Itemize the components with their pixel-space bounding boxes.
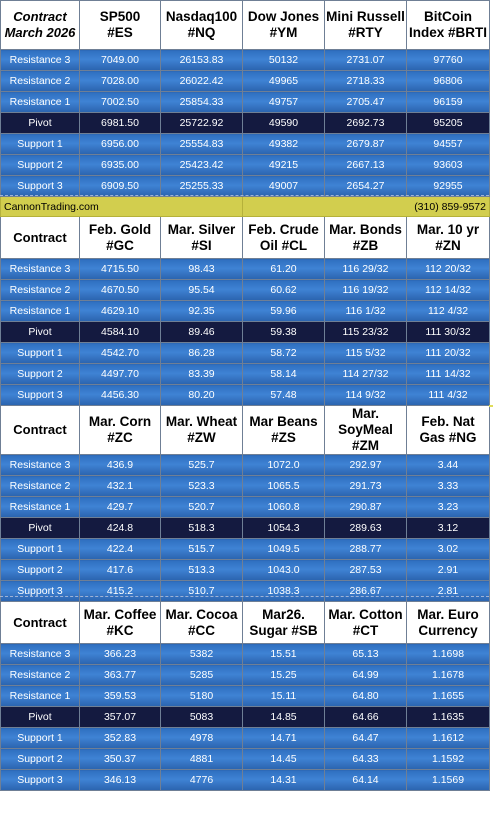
level-value: 3.33: [407, 476, 490, 497]
level-value: 510.7: [161, 581, 243, 602]
level-value: 1049.5: [243, 539, 325, 560]
level-value: 292.97: [325, 455, 407, 476]
column-header-line: Feb. Nat: [421, 414, 475, 429]
contract-label: [1, 217, 80, 259]
level-value: 26022.42: [161, 71, 243, 92]
level-value: 49965: [243, 71, 325, 92]
row-label: Support 3: [1, 581, 80, 602]
level-value: 422.4: [80, 539, 161, 560]
level-value: 93603: [407, 155, 490, 176]
pivot-row: [1, 113, 490, 134]
level-row: [1, 749, 490, 770]
level-row: [1, 560, 490, 581]
level-row: [1, 71, 490, 92]
level-value: 2692.73: [325, 113, 407, 134]
row-label: Support 1: [1, 539, 80, 560]
column-header: [161, 602, 243, 644]
pivot-row: [1, 707, 490, 728]
level-value: 1060.8: [243, 497, 325, 518]
row-label: Support 2: [1, 749, 80, 770]
column-header: [325, 602, 407, 644]
column-header: [161, 406, 243, 455]
level-value: 14.45: [243, 749, 325, 770]
row-label: Pivot: [1, 113, 80, 134]
level-value: 6909.50: [80, 176, 161, 197]
level-value: 64.47: [325, 728, 407, 749]
level-value: 116 1/32: [325, 301, 407, 322]
level-row: [1, 92, 490, 113]
level-value: 352.83: [80, 728, 161, 749]
row-label: Support 3: [1, 770, 80, 791]
column-header-line: #ZS: [271, 430, 296, 445]
row-label: Support 1: [1, 728, 80, 749]
level-row: [1, 50, 490, 71]
level-value: 1072.0: [243, 455, 325, 476]
level-value: 1043.0: [243, 560, 325, 581]
level-value: 436.9: [80, 455, 161, 476]
column-header: [407, 602, 490, 644]
level-value: 58.72: [243, 343, 325, 364]
column-header-line: Mar. Coffee: [83, 606, 157, 622]
level-value: 49382: [243, 134, 325, 155]
column-header-line: BitCoin: [424, 9, 472, 24]
level-value: 2705.47: [325, 92, 407, 113]
column-header: [161, 217, 243, 259]
level-value: 97760: [407, 50, 490, 71]
column-header-line: #CT: [352, 622, 379, 638]
level-value: 286.67: [325, 581, 407, 602]
level-value: 112 20/32: [407, 259, 490, 280]
level-value: 14.71: [243, 728, 325, 749]
level-value: 5180: [161, 686, 243, 707]
level-value: 114 27/32: [325, 364, 407, 385]
column-header: [407, 217, 490, 259]
column-header-line: #SI: [191, 237, 212, 253]
column-header-line: SoyMeal: [338, 422, 393, 437]
level-row: [1, 364, 490, 385]
level-value: 92.35: [161, 301, 243, 322]
column-header: [161, 1, 243, 50]
level-value: 3.12: [407, 518, 490, 539]
level-value: 415.2: [80, 581, 161, 602]
level-value: 1.1569: [407, 770, 490, 791]
column-header-line: Mar Beans: [249, 414, 318, 429]
level-value: 14.85: [243, 707, 325, 728]
pivot-row: [1, 518, 490, 539]
level-value: 25854.33: [161, 92, 243, 113]
level-value: 417.6: [80, 560, 161, 581]
level-value: 291.73: [325, 476, 407, 497]
level-row: [1, 176, 490, 197]
column-header: [407, 1, 490, 50]
level-row: [1, 539, 490, 560]
row-label: Resistance 2: [1, 476, 80, 497]
level-value: 111 4/32: [407, 385, 490, 406]
level-value: 112 14/32: [407, 280, 490, 301]
column-header-line: Mar26.: [262, 606, 305, 622]
level-value: 59.38: [243, 322, 325, 343]
row-label: Resistance 3: [1, 455, 80, 476]
level-value: 4584.10: [80, 322, 161, 343]
column-header: [325, 217, 407, 259]
level-value: 1.1655: [407, 686, 490, 707]
level-value: 61.20: [243, 259, 325, 280]
level-value: 58.14: [243, 364, 325, 385]
column-header: [407, 406, 490, 455]
level-value: 359.53: [80, 686, 161, 707]
column-header: [325, 406, 407, 455]
column-header-line: #ZN: [435, 237, 461, 253]
column-header-line: Currency: [418, 622, 478, 638]
section-header-row: [1, 1, 490, 50]
row-label: Support 3: [1, 385, 80, 406]
level-row: [1, 259, 490, 280]
level-value: 111 14/32: [407, 364, 490, 385]
column-header-line: Mar. Bonds: [329, 221, 402, 237]
level-value: 346.13: [80, 770, 161, 791]
level-value: 4456.30: [80, 385, 161, 406]
level-value: 49757: [243, 92, 325, 113]
contact-bar: [1, 197, 490, 217]
level-value: 290.87: [325, 497, 407, 518]
column-header-line: Mar. Silver: [167, 221, 236, 237]
level-value: 49007: [243, 176, 325, 197]
phone-number: (310) 859-9572: [243, 197, 490, 217]
level-value: 64.33: [325, 749, 407, 770]
level-value: 50132: [243, 50, 325, 71]
column-header-line: Index #BRTI: [408, 25, 487, 40]
row-label: Support 3: [1, 176, 80, 197]
level-value: 15.51: [243, 644, 325, 665]
row-label: Resistance 3: [1, 50, 80, 71]
level-value: 14.31: [243, 770, 325, 791]
row-label: Support 1: [1, 134, 80, 155]
level-value: 1054.3: [243, 518, 325, 539]
level-row: [1, 581, 490, 602]
column-header-line: SP500: [99, 9, 141, 24]
edge-marker: [489, 405, 493, 407]
level-value: 7028.00: [80, 71, 161, 92]
website-link[interactable]: CannonTrading.com: [1, 197, 243, 217]
level-value: 60.62: [243, 280, 325, 301]
level-value: 112 4/32: [407, 301, 490, 322]
level-value: 288.77: [325, 539, 407, 560]
level-value: 518.3: [161, 518, 243, 539]
column-header: [80, 217, 161, 259]
level-value: 4629.10: [80, 301, 161, 322]
level-value: 520.7: [161, 497, 243, 518]
column-header-line: #RTY: [348, 25, 383, 40]
level-value: 89.46: [161, 322, 243, 343]
section-header-row: [1, 217, 490, 259]
level-value: 2718.33: [325, 71, 407, 92]
column-header: [80, 1, 161, 50]
row-label: Pivot: [1, 518, 80, 539]
level-value: 115 5/32: [325, 343, 407, 364]
level-value: 432.1: [80, 476, 161, 497]
level-row: [1, 385, 490, 406]
row-label: Support 2: [1, 560, 80, 581]
row-label: Resistance 3: [1, 644, 80, 665]
row-label: Resistance 1: [1, 301, 80, 322]
contract-label-line: Contract: [13, 614, 67, 630]
level-value: 5285: [161, 665, 243, 686]
level-value: 366.23: [80, 644, 161, 665]
column-header-line: Mini Russell: [326, 9, 405, 24]
column-header-line: #GC: [106, 237, 134, 253]
row-label: Pivot: [1, 707, 80, 728]
level-value: 363.77: [80, 665, 161, 686]
level-value: 3.23: [407, 497, 490, 518]
row-label: Resistance 2: [1, 280, 80, 301]
column-header-line: Nasdaq100: [165, 9, 238, 24]
level-value: 57.48: [243, 385, 325, 406]
level-value: 4670.50: [80, 280, 161, 301]
contract-label-line: Contract: [13, 422, 67, 437]
level-value: 96806: [407, 71, 490, 92]
level-value: 7049.00: [80, 50, 161, 71]
column-header-line: #KC: [106, 622, 134, 638]
column-header: [243, 217, 325, 259]
level-value: 513.3: [161, 560, 243, 581]
column-header-line: #NQ: [187, 25, 216, 40]
column-header: [80, 406, 161, 455]
level-row: [1, 301, 490, 322]
column-header: [243, 602, 325, 644]
section-header-row: [1, 406, 490, 455]
column-header-line: Feb. Crude: [248, 221, 319, 237]
level-value: 98.43: [161, 259, 243, 280]
level-row: [1, 343, 490, 364]
contract-label: [1, 1, 80, 50]
level-value: 4881: [161, 749, 243, 770]
level-value: 64.80: [325, 686, 407, 707]
column-header: [80, 602, 161, 644]
level-value: 2679.87: [325, 134, 407, 155]
column-header-line: Mar. Cotton: [328, 606, 403, 622]
level-value: 111 20/32: [407, 343, 490, 364]
row-label: Support 2: [1, 364, 80, 385]
level-value: 26153.83: [161, 50, 243, 71]
column-header-line: #ZB: [352, 237, 379, 253]
level-value: 80.20: [161, 385, 243, 406]
level-value: 4497.70: [80, 364, 161, 385]
column-header-line: Mar. Euro: [417, 606, 479, 622]
level-row: [1, 476, 490, 497]
level-value: 92955: [407, 176, 490, 197]
level-value: 6935.00: [80, 155, 161, 176]
level-value: 116 29/32: [325, 259, 407, 280]
level-value: 64.99: [325, 665, 407, 686]
level-row: [1, 665, 490, 686]
level-value: 64.66: [325, 707, 407, 728]
contract-label-line: March 2026: [4, 25, 76, 40]
level-value: 15.11: [243, 686, 325, 707]
level-row: [1, 686, 490, 707]
column-header-line: #ZW: [187, 430, 216, 445]
level-value: 1.1635: [407, 707, 490, 728]
row-label: Resistance 1: [1, 686, 80, 707]
level-value: 116 19/32: [325, 280, 407, 301]
level-value: 4715.50: [80, 259, 161, 280]
contract-label: [1, 602, 80, 644]
row-label: Resistance 1: [1, 497, 80, 518]
column-header: [243, 406, 325, 455]
row-label: Resistance 2: [1, 665, 80, 686]
column-header-line: Sugar #SB: [249, 622, 318, 638]
level-value: 25423.42: [161, 155, 243, 176]
pivot-row: [1, 322, 490, 343]
level-value: 25255.33: [161, 176, 243, 197]
dashed-divider: [0, 596, 489, 597]
level-value: 525.7: [161, 455, 243, 476]
level-value: 6956.00: [80, 134, 161, 155]
section-header-row: [1, 602, 490, 644]
level-value: 2731.07: [325, 50, 407, 71]
contract-label-line: Contract: [13, 229, 67, 245]
column-header-line: Mar. 10 yr: [416, 221, 480, 237]
level-row: [1, 134, 490, 155]
level-value: 95205: [407, 113, 490, 134]
contract-label-line: Contract: [13, 9, 67, 24]
contract-label: [1, 406, 80, 455]
column-header: [243, 1, 325, 50]
level-value: 6981.50: [80, 113, 161, 134]
level-value: 59.96: [243, 301, 325, 322]
level-row: [1, 728, 490, 749]
level-row: [1, 497, 490, 518]
level-value: 1065.5: [243, 476, 325, 497]
level-value: 357.07: [80, 707, 161, 728]
row-label: Resistance 1: [1, 92, 80, 113]
level-value: 115 23/32: [325, 322, 407, 343]
level-value: 2667.13: [325, 155, 407, 176]
level-value: 1.1592: [407, 749, 490, 770]
level-value: 49590: [243, 113, 325, 134]
column-header: [325, 1, 407, 50]
level-value: 7002.50: [80, 92, 161, 113]
level-value: 25722.92: [161, 113, 243, 134]
column-header-line: #YM: [269, 25, 298, 40]
level-value: 83.39: [161, 364, 243, 385]
level-value: 1.1612: [407, 728, 490, 749]
level-row: [1, 155, 490, 176]
row-label: Resistance 3: [1, 259, 80, 280]
column-header-line: #ZC: [107, 430, 133, 445]
level-value: 523.3: [161, 476, 243, 497]
level-row: [1, 455, 490, 476]
level-value: 1.1698: [407, 644, 490, 665]
level-value: 49215: [243, 155, 325, 176]
dashed-divider: [0, 195, 489, 196]
level-value: 429.7: [80, 497, 161, 518]
level-value: 5083: [161, 707, 243, 728]
column-header-line: #CC: [187, 622, 215, 638]
level-value: 4776: [161, 770, 243, 791]
column-header-line: Oil #CL: [259, 237, 308, 253]
row-label: Resistance 2: [1, 71, 80, 92]
column-header-line: #ZM: [352, 438, 379, 453]
level-value: 2654.27: [325, 176, 407, 197]
level-value: 1038.3: [243, 581, 325, 602]
level-value: 1.1678: [407, 665, 490, 686]
level-row: [1, 644, 490, 665]
level-value: 114 9/32: [325, 385, 407, 406]
level-value: 96159: [407, 92, 490, 113]
level-value: 515.7: [161, 539, 243, 560]
row-label: Support 1: [1, 343, 80, 364]
level-value: 2.91: [407, 560, 490, 581]
column-header-line: Dow Jones: [247, 9, 320, 24]
level-value: 289.63: [325, 518, 407, 539]
level-value: 94557: [407, 134, 490, 155]
level-value: 65.13: [325, 644, 407, 665]
level-row: [1, 280, 490, 301]
row-label: Support 2: [1, 155, 80, 176]
level-value: 5382: [161, 644, 243, 665]
level-value: 25554.83: [161, 134, 243, 155]
level-value: 4542.70: [80, 343, 161, 364]
level-value: 111 30/32: [407, 322, 490, 343]
level-value: 86.28: [161, 343, 243, 364]
row-label: Pivot: [1, 322, 80, 343]
column-header-line: Mar. Corn: [88, 414, 152, 429]
level-row: [1, 770, 490, 791]
column-header-line: #ES: [107, 25, 133, 40]
level-value: 2.81: [407, 581, 490, 602]
column-header-line: Mar.: [351, 406, 379, 421]
level-value: 3.44: [407, 455, 490, 476]
level-value: 15.25: [243, 665, 325, 686]
level-value: 424.8: [80, 518, 161, 539]
column-header-line: Feb. Gold: [88, 221, 152, 237]
column-header-line: Mar. Wheat: [165, 414, 238, 429]
level-value: 287.53: [325, 560, 407, 581]
level-value: 350.37: [80, 749, 161, 770]
level-value: 3.02: [407, 539, 490, 560]
column-header-line: Gas #NG: [419, 430, 477, 445]
column-header-line: Mar. Cocoa: [165, 606, 238, 622]
level-value: 64.14: [325, 770, 407, 791]
level-value: 4978: [161, 728, 243, 749]
level-value: 95.54: [161, 280, 243, 301]
